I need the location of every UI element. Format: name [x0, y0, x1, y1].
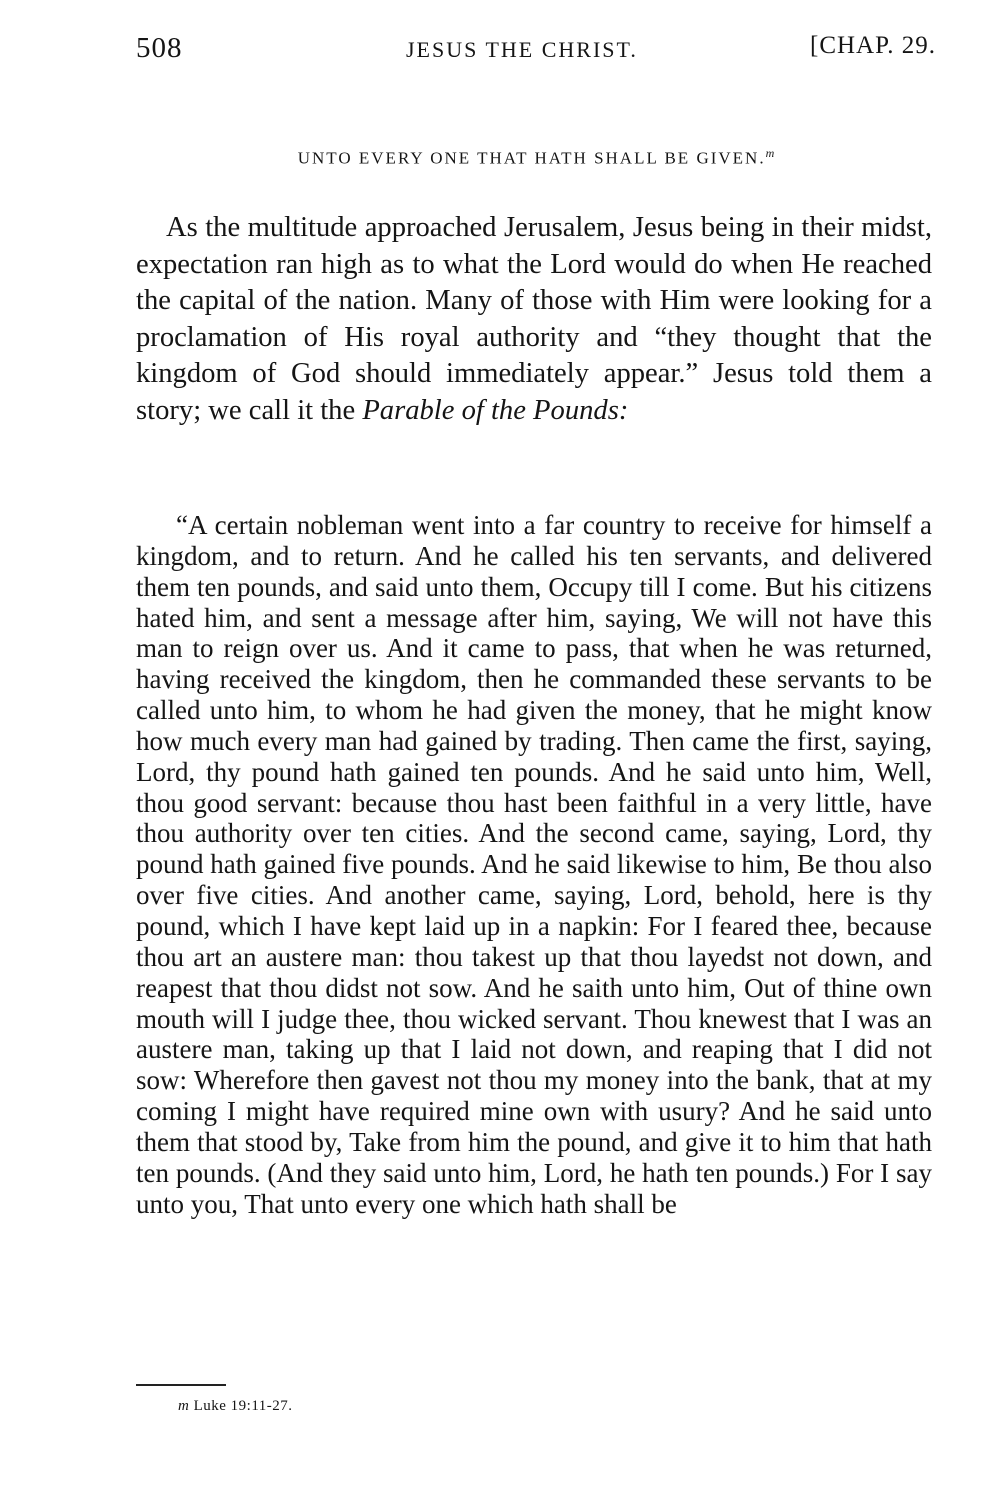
footnote-divider [136, 1384, 226, 1386]
running-head [136, 28, 936, 68]
chapter-reference: [CHAP. 29. [810, 32, 936, 59]
intro-text: As the multitude approached Jerusalem, Jesus being in their midst, expectation ran high as to what the Lord would do when He reached the capital of the nation. Many of those with Him were looking for a proclamation of His royal authority and “they thought that the kingdom of God should immediately appear.” Jesus told them a story; we call it the [136, 212, 932, 426]
parable-title: Parable of the Pounds: [362, 394, 629, 426]
section-heading [136, 146, 936, 169]
intro-paragraph [136, 210, 932, 429]
section-heading-text: UNTO EVERY ONE THAT HATH SHALL BE GIVEN. [297, 148, 766, 168]
page-number: 508 [136, 32, 183, 64]
footnote-mark: m [178, 1398, 190, 1414]
footnote [178, 1398, 293, 1415]
book-title: JESUS THE CHRIST. [406, 37, 638, 62]
footnote-reference: Luke 19:11-27. [193, 1398, 293, 1414]
footnote-marker: m [765, 146, 775, 160]
scripture-quote: “A certain nobleman went into a far country to receive for himself a kingdom, and to return. And he called his ten servants, and delivered them ten pounds, and said unto them, Occupy till I come. But his citizens hated him, and sent a message after him, saying, We will not have this man to reign over us. And it came to pass, that when he was returned, having received the kingdom, then he commanded these servants to be called unto him, to whom he had given the money, that he might know how much every man had gained by trading. Then came the first, saying, Lord, thy pound hath gained ten pounds. And he said unto him, Well, thou good servant: because thou hast been faithful in a very little, have thou authority over ten cities. And the second came, saying, Lord, thy pound hath gained five pounds. And he said likewise to him, Be thou also over five cities. And another came, saying, Lord, behold, here is thy pound, which I have kept laid up in a napkin: For I feared thee, because thou art an austere man: thou takest up that thou layedst not down, and reapest that thou didst not sow. And he saith unto him, Out of thine own mouth will I judge thee, thou wicked servant. Thou knewest that I was an austere man, taking up that I laid not down, and reaping that I did not sow: Wherefore then gavest not thou my money into the bank, that at my coming I might have required mine own with usury? And he said unto them that stood by, Take from him the pound, and give it to him that hath ten pounds. (And they said unto him, Lord, he hath ten pounds.) For I say unto you, That unto every one which hath shall be [136, 510, 932, 1219]
